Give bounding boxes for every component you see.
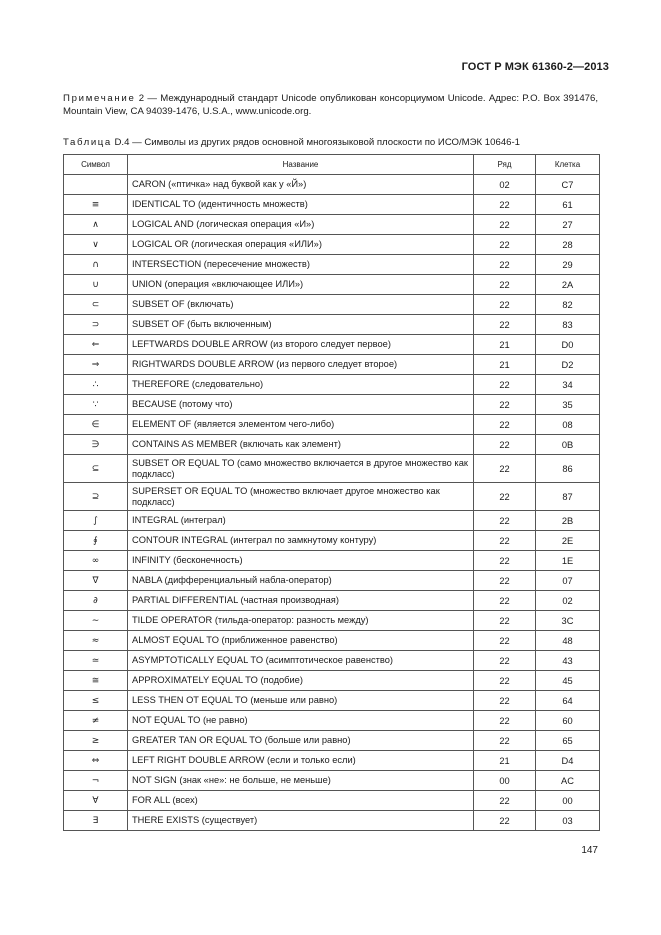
symbol-cell: ∩ <box>64 255 128 275</box>
name-cell: SUBSET OF (включать) <box>128 295 474 315</box>
table-row <box>64 771 600 791</box>
table-row <box>64 571 600 591</box>
table-caption-label: Таблица <box>63 137 112 148</box>
table-row <box>64 275 600 295</box>
name-cell: NABLA (дифференциальный набла-оператор) <box>128 571 474 591</box>
symbol-cell: ∈ <box>64 415 128 435</box>
cell-code-cell: 61 <box>536 195 600 215</box>
table-row <box>64 395 600 415</box>
cell-code-cell: AC <box>536 771 600 791</box>
name-cell: TILDE OPERATOR (тильда-оператор: разность между) <box>128 611 474 631</box>
cell-code-cell: 29 <box>536 255 600 275</box>
row-cell: 22 <box>474 671 536 691</box>
cell-code-cell: D2 <box>536 355 600 375</box>
symbol-cell: ⇒ <box>64 355 128 375</box>
cell-code-cell: 3C <box>536 611 600 631</box>
row-cell: 22 <box>474 235 536 255</box>
name-cell: LESS THEN OT EQUAL TO (меньше или равно) <box>128 691 474 711</box>
row-cell: 22 <box>474 691 536 711</box>
cell-code-cell: 00 <box>536 791 600 811</box>
name-cell: INFINITY (бесконечность) <box>128 551 474 571</box>
name-cell: NOT EQUAL TO (не равно) <box>128 711 474 731</box>
symbol-cell: ∞ <box>64 551 128 571</box>
name-cell: LEFTWARDS DOUBLE ARROW (из второго следует первое) <box>128 335 474 355</box>
row-cell: 22 <box>474 375 536 395</box>
row-cell: 22 <box>474 791 536 811</box>
name-cell: INTERSECTION (пересечение множеств) <box>128 255 474 275</box>
cell-code-cell: 35 <box>536 395 600 415</box>
row-cell: 21 <box>474 335 536 355</box>
cell-code-cell: 34 <box>536 375 600 395</box>
symbol-cell: ∧ <box>64 215 128 235</box>
cell-code-cell: 08 <box>536 415 600 435</box>
symbol-cell: ∀ <box>64 791 128 811</box>
symbol-cell: ∴ <box>64 375 128 395</box>
cell-code-cell: C7 <box>536 175 600 195</box>
row-cell: 22 <box>474 611 536 631</box>
note-text: 2 — Международный стандарт Unicode опубликован консорциумом Unicode. Адрес: P.O. Box 391476, Mountain View, CA 94039-1476, U.S.A., www.unicode.org. <box>63 93 598 117</box>
name-cell: CONTOUR INTEGRAL (интеграл по замкнутому контуру) <box>128 531 474 551</box>
row-cell: 00 <box>474 771 536 791</box>
row-cell: 22 <box>474 215 536 235</box>
cell-code-cell: 07 <box>536 571 600 591</box>
table-row <box>64 711 600 731</box>
row-cell: 22 <box>474 631 536 651</box>
cell-code-cell: 60 <box>536 711 600 731</box>
cell-code-cell: 82 <box>536 295 600 315</box>
cell-code-cell: 48 <box>536 631 600 651</box>
table-row <box>64 483 600 511</box>
symbol-cell: ∂ <box>64 591 128 611</box>
name-cell: LOGICAL OR (логическая операция «ИЛИ») <box>128 235 474 255</box>
table-row <box>64 631 600 651</box>
cell-code-cell: 02 <box>536 591 600 611</box>
row-cell: 22 <box>474 415 536 435</box>
name-cell: NOT SIGN (знак «не»: не больше, не меньше) <box>128 771 474 791</box>
cell-code-cell: 83 <box>536 315 600 335</box>
row-cell: 22 <box>474 531 536 551</box>
table-row <box>64 315 600 335</box>
cell-code-cell: 2A <box>536 275 600 295</box>
table-row <box>64 355 600 375</box>
document-id-header: ГОСТ Р МЭК 61360-2—2013 <box>461 61 609 73</box>
name-cell: BECAUSE (потому что) <box>128 395 474 415</box>
name-cell: CONTAINS AS MEMBER (включать как элемент) <box>128 435 474 455</box>
header-row: Ряд <box>474 155 536 175</box>
table-header-row <box>64 155 600 175</box>
symbol-cell: ⊇ <box>64 483 128 511</box>
table-row <box>64 531 600 551</box>
cell-code-cell: 65 <box>536 731 600 751</box>
name-cell: CARON («птичка» над буквой как у «Й») <box>128 175 474 195</box>
symbol-cell: ≡ <box>64 195 128 215</box>
row-cell: 22 <box>474 651 536 671</box>
table-row <box>64 651 600 671</box>
table-caption-text: D.4 — Символы из других рядов основной многоязыковой плоскости по ИСО/МЭК 10646-1 <box>111 137 521 148</box>
cell-code-cell: 43 <box>536 651 600 671</box>
name-cell: THERE EXISTS (существует) <box>128 811 474 831</box>
cell-code-cell: 45 <box>536 671 600 691</box>
row-cell: 22 <box>474 315 536 335</box>
name-cell: SUBSET OR EQUAL TO (само множество включается в другое множество как подкласс) <box>128 455 474 483</box>
name-cell: FOR ALL (всех) <box>128 791 474 811</box>
table-row <box>64 611 600 631</box>
symbol-cell: ∮ <box>64 531 128 551</box>
note-label: Примечание <box>63 93 136 104</box>
cell-code-cell: 03 <box>536 811 600 831</box>
cell-code-cell: 2E <box>536 531 600 551</box>
row-cell: 22 <box>474 811 536 831</box>
row-cell: 22 <box>474 483 536 511</box>
name-cell: IDENTICAL TO (идентичность множеств) <box>128 195 474 215</box>
cell-code-cell: 28 <box>536 235 600 255</box>
row-cell: 22 <box>474 275 536 295</box>
row-cell: 22 <box>474 255 536 275</box>
row-cell: 22 <box>474 711 536 731</box>
symbol-cell: ⊂ <box>64 295 128 315</box>
symbol-cell <box>64 175 128 195</box>
table-body <box>64 175 600 831</box>
row-cell: 22 <box>474 551 536 571</box>
table-row <box>64 731 600 751</box>
row-cell: 22 <box>474 511 536 531</box>
name-cell: ASYMPTOTICALLY EQUAL TO (асимптотическое равенство) <box>128 651 474 671</box>
table-row <box>64 195 600 215</box>
symbol-cell: ≅ <box>64 671 128 691</box>
symbol-table <box>63 154 600 831</box>
page-number: 147 <box>581 845 598 856</box>
symbol-cell: ∃ <box>64 811 128 831</box>
cell-code-cell: 27 <box>536 215 600 235</box>
symbol-cell: ∵ <box>64 395 128 415</box>
cell-code-cell: 64 <box>536 691 600 711</box>
header-cell: Клетка <box>536 155 600 175</box>
symbol-cell: ∪ <box>64 275 128 295</box>
name-cell: GREATER TAN OR EQUAL TO (больше или равно) <box>128 731 474 751</box>
table-row <box>64 295 600 315</box>
symbol-cell: ∼ <box>64 611 128 631</box>
name-cell: SUBSET OF (быть включенным) <box>128 315 474 335</box>
symbol-cell: ∫ <box>64 511 128 531</box>
name-cell: APPROXIMATELY EQUAL TO (подобие) <box>128 671 474 691</box>
row-cell: 22 <box>474 571 536 591</box>
table-row <box>64 175 600 195</box>
table-row <box>64 511 600 531</box>
name-cell: LOGICAL AND (логическая операция «И») <box>128 215 474 235</box>
row-cell: 22 <box>474 731 536 751</box>
note-paragraph <box>63 92 598 118</box>
table-row <box>64 375 600 395</box>
cell-code-cell: 87 <box>536 483 600 511</box>
table-row <box>64 335 600 355</box>
symbol-cell: ⇔ <box>64 751 128 771</box>
row-cell: 22 <box>474 455 536 483</box>
table-row <box>64 255 600 275</box>
row-cell: 22 <box>474 395 536 415</box>
name-cell: UNION (операция «включающее ИЛИ») <box>128 275 474 295</box>
symbol-cell: ∋ <box>64 435 128 455</box>
symbol-cell: ≥ <box>64 731 128 751</box>
cell-code-cell: 2B <box>536 511 600 531</box>
name-cell: ELEMENT OF (является элементом чего-либо) <box>128 415 474 435</box>
symbol-cell: ⊆ <box>64 455 128 483</box>
table-row <box>64 591 600 611</box>
row-cell: 21 <box>474 355 536 375</box>
table-row <box>64 415 600 435</box>
table-caption <box>63 137 520 148</box>
cell-code-cell: 1E <box>536 551 600 571</box>
symbol-cell: ∨ <box>64 235 128 255</box>
row-cell: 22 <box>474 195 536 215</box>
table-row <box>64 691 600 711</box>
header-symbol: Символ <box>64 155 128 175</box>
name-cell: SUPERSET OR EQUAL TO (множество включает другое множество как подкласс) <box>128 483 474 511</box>
cell-code-cell: 0B <box>536 435 600 455</box>
name-cell: ALMOST EQUAL TO (приближенное равенство) <box>128 631 474 651</box>
symbol-cell: ⊃ <box>64 315 128 335</box>
table-row <box>64 455 600 483</box>
symbol-cell: ∇ <box>64 571 128 591</box>
table-row <box>64 435 600 455</box>
header-name: Название <box>128 155 474 175</box>
symbol-cell: ≈ <box>64 631 128 651</box>
cell-code-cell: 86 <box>536 455 600 483</box>
name-cell: PARTIAL DIFFERENTIAL (частная производная) <box>128 591 474 611</box>
name-cell: THEREFORE (следовательно) <box>128 375 474 395</box>
table-row <box>64 215 600 235</box>
row-cell: 22 <box>474 435 536 455</box>
table-row <box>64 811 600 831</box>
symbol-cell: ≤ <box>64 691 128 711</box>
cell-code-cell: D4 <box>536 751 600 771</box>
table-row <box>64 235 600 255</box>
row-cell: 21 <box>474 751 536 771</box>
symbol-cell: ⇐ <box>64 335 128 355</box>
row-cell: 22 <box>474 591 536 611</box>
row-cell: 22 <box>474 295 536 315</box>
symbol-cell: ≠ <box>64 711 128 731</box>
name-cell: INTEGRAL (интеграл) <box>128 511 474 531</box>
cell-code-cell: D0 <box>536 335 600 355</box>
symbol-cell: ¬ <box>64 771 128 791</box>
row-cell: 02 <box>474 175 536 195</box>
table-row <box>64 551 600 571</box>
table-row <box>64 671 600 691</box>
symbol-cell: ≃ <box>64 651 128 671</box>
name-cell: LEFT RIGHT DOUBLE ARROW (если и только если) <box>128 751 474 771</box>
table-row <box>64 791 600 811</box>
name-cell: RIGHTWARDS DOUBLE ARROW (из первого следует второе) <box>128 355 474 375</box>
table-row <box>64 751 600 771</box>
